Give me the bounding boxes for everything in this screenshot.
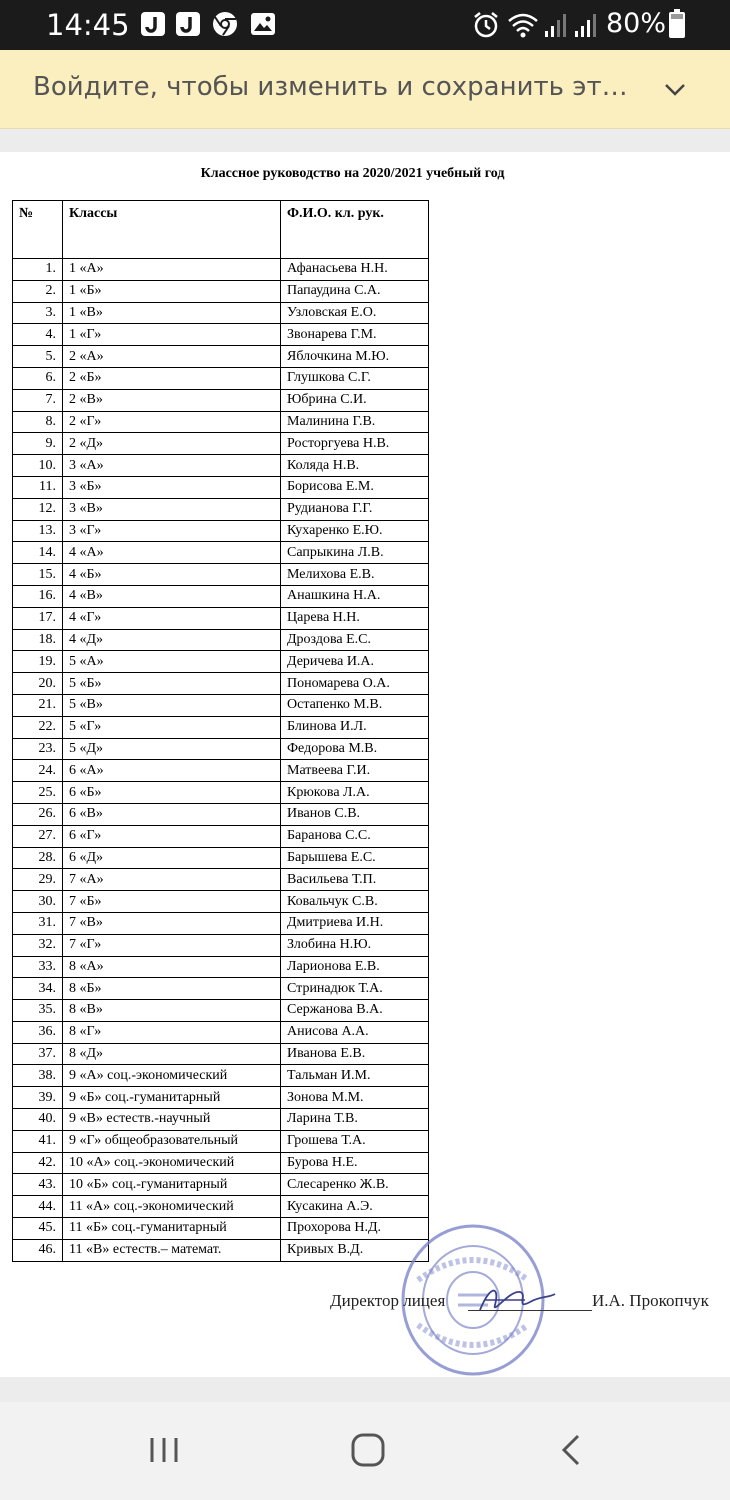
j-app-icon — [140, 11, 166, 37]
row-number: 46. — [13, 1239, 63, 1261]
class-name: 4 «А» — [63, 542, 281, 564]
table-header-row — [13, 201, 429, 259]
teacher-name: Бурова Н.Е. — [281, 1152, 429, 1174]
table-row — [13, 629, 429, 651]
class-name: 9 «Б» соц.-гуманитарный — [63, 1087, 281, 1109]
table-row — [13, 259, 429, 281]
alarm-icon — [472, 11, 500, 39]
row-number: 32. — [13, 934, 63, 956]
row-number: 26. — [13, 803, 63, 825]
teacher-name: Сержанова В.А. — [281, 1000, 429, 1022]
teacher-name: Деричева И.А. — [281, 651, 429, 673]
table-row — [13, 542, 429, 564]
row-number: 39. — [13, 1087, 63, 1109]
table-row — [13, 367, 429, 389]
class-name: 7 «Г» — [63, 934, 281, 956]
battery-icon — [668, 9, 686, 39]
table-row — [13, 782, 429, 804]
signal-icon — [573, 11, 599, 39]
teacher-name: Крюкова Л.А. — [281, 782, 429, 804]
table-row — [13, 346, 429, 368]
row-number: 16. — [13, 585, 63, 607]
handwritten-signature — [470, 1280, 560, 1320]
signal-icon — [543, 11, 569, 39]
row-number: 23. — [13, 738, 63, 760]
row-number: 33. — [13, 956, 63, 978]
row-number: 41. — [13, 1130, 63, 1152]
wifi-icon — [507, 11, 539, 39]
class-name: 1 «А» — [63, 259, 281, 281]
row-number: 27. — [13, 825, 63, 847]
class-name: 4 «Б» — [63, 564, 281, 586]
class-name: 5 «В» — [63, 694, 281, 716]
table-row — [13, 803, 429, 825]
teacher-name: Рудианова Г.Г. — [281, 498, 429, 520]
j-app-icon — [175, 11, 201, 37]
recent-apps-icon[interactable] — [144, 1430, 184, 1470]
row-number: 38. — [13, 1065, 63, 1087]
class-name: 2 «Б» — [63, 367, 281, 389]
battery-percent: 80% — [606, 8, 667, 39]
class-name: 1 «В» — [63, 302, 281, 324]
teacher-name: Росторгуева Н.В. — [281, 433, 429, 455]
table-row — [13, 1239, 429, 1261]
row-number: 2. — [13, 280, 63, 302]
table-row — [13, 978, 429, 1000]
table-row — [13, 433, 429, 455]
image-icon — [250, 11, 276, 37]
class-name: 4 «Д» — [63, 629, 281, 651]
class-name: 2 «В» — [63, 389, 281, 411]
table-row — [13, 1174, 429, 1196]
row-number: 37. — [13, 1043, 63, 1065]
teacher-name: Барышева Е.С. — [281, 847, 429, 869]
chrome-icon — [212, 11, 238, 37]
teacher-name: Звонарева Г.М. — [281, 324, 429, 346]
document-page — [0, 152, 730, 1377]
row-number: 5. — [13, 346, 63, 368]
row-number: 20. — [13, 673, 63, 695]
table-row — [13, 956, 429, 978]
table-row — [13, 1000, 429, 1022]
row-number: 12. — [13, 498, 63, 520]
row-number: 18. — [13, 629, 63, 651]
teacher-name: Малинина Г.В. — [281, 411, 429, 433]
row-number: 43. — [13, 1174, 63, 1196]
table-row — [13, 825, 429, 847]
row-number: 45. — [13, 1218, 63, 1240]
class-name: 2 «Г» — [63, 411, 281, 433]
row-number: 9. — [13, 433, 63, 455]
row-number: 15. — [13, 564, 63, 586]
table-row — [13, 912, 429, 934]
banner-text: Войдите, чтобы изменить и сохранить эт… — [33, 72, 628, 102]
teacher-name: Юбрина С.И. — [281, 389, 429, 411]
table-row — [13, 1152, 429, 1174]
row-number: 42. — [13, 1152, 63, 1174]
teacher-name: Анашкина Н.А. — [281, 585, 429, 607]
column-header-teacher: Ф.И.О. кл. рук. — [281, 201, 429, 259]
row-number: 14. — [13, 542, 63, 564]
row-number: 7. — [13, 389, 63, 411]
teacher-name: Стринадюк Т.А. — [281, 978, 429, 1000]
teacher-name: Ларина Т.В. — [281, 1109, 429, 1131]
class-teachers-table — [12, 200, 429, 1262]
teacher-name: Тальман И.М. — [281, 1065, 429, 1087]
teacher-name: Царева Н.Н. — [281, 607, 429, 629]
class-name: 4 «Г» — [63, 607, 281, 629]
class-name: 3 «Г» — [63, 520, 281, 542]
class-name: 9 «А» соц.-экономический — [63, 1065, 281, 1087]
teacher-name: Слесаренко Ж.В. — [281, 1174, 429, 1196]
row-number: 21. — [13, 694, 63, 716]
class-name: 6 «Г» — [63, 825, 281, 847]
status-bar — [0, 0, 730, 50]
teacher-name: Прохорова Н.Д. — [281, 1218, 429, 1240]
teacher-name: Кусакина А.Э. — [281, 1196, 429, 1218]
teacher-name: Коляда Н.В. — [281, 455, 429, 477]
class-name: 2 «Д» — [63, 433, 281, 455]
chevron-down-icon[interactable] — [662, 76, 688, 102]
class-name: 5 «А» — [63, 651, 281, 673]
table-row — [13, 498, 429, 520]
teacher-name: Папаудина С.А. — [281, 280, 429, 302]
class-name: 8 «Б» — [63, 978, 281, 1000]
row-number: 10. — [13, 455, 63, 477]
teacher-name: Матвеева Г.И. — [281, 760, 429, 782]
row-number: 3. — [13, 302, 63, 324]
director-name: И.А. Прокопчук — [592, 1291, 709, 1310]
class-name: 1 «Б» — [63, 280, 281, 302]
class-name: 7 «В» — [63, 912, 281, 934]
teacher-name: Злобина Н.Ю. — [281, 934, 429, 956]
column-header-number: № — [13, 201, 63, 259]
class-name: 7 «А» — [63, 869, 281, 891]
class-name: 1 «Г» — [63, 324, 281, 346]
teacher-name: Грошева Т.А. — [281, 1130, 429, 1152]
class-name: 3 «Б» — [63, 476, 281, 498]
table-row — [13, 1109, 429, 1131]
table-row — [13, 302, 429, 324]
class-name: 5 «Д» — [63, 738, 281, 760]
sign-in-banner[interactable] — [0, 50, 730, 129]
teacher-name: Зонова М.М. — [281, 1087, 429, 1109]
table-row — [13, 1130, 429, 1152]
row-number: 19. — [13, 651, 63, 673]
row-number: 29. — [13, 869, 63, 891]
row-number: 8. — [13, 411, 63, 433]
teacher-name: Яблочкина М.Ю. — [281, 346, 429, 368]
table-row — [13, 1043, 429, 1065]
class-name: 6 «Д» — [63, 847, 281, 869]
teacher-name: Остапенко М.В. — [281, 694, 429, 716]
row-number: 22. — [13, 716, 63, 738]
table-row — [13, 738, 429, 760]
document-title: Классное руководство на 2020/2021 учебный год — [200, 166, 505, 181]
row-number: 30. — [13, 891, 63, 913]
class-name: 11 «Б» соц.-гуманитарный — [63, 1218, 281, 1240]
row-number: 4. — [13, 324, 63, 346]
teacher-name: Блинова И.Л. — [281, 716, 429, 738]
home-icon[interactable] — [348, 1430, 388, 1470]
class-name: 8 «А» — [63, 956, 281, 978]
table-row — [13, 455, 429, 477]
class-name: 5 «Г» — [63, 716, 281, 738]
table-row — [13, 280, 429, 302]
class-name: 6 «В» — [63, 803, 281, 825]
table-row — [13, 847, 429, 869]
table-row — [13, 891, 429, 913]
teacher-name: Кривых В.Д. — [281, 1239, 429, 1261]
teacher-name: Узловская Е.О. — [281, 302, 429, 324]
class-name: 2 «А» — [63, 346, 281, 368]
teacher-name: Глушкова С.Г. — [281, 367, 429, 389]
table-row — [13, 673, 429, 695]
row-number: 11. — [13, 476, 63, 498]
class-name: 8 «Д» — [63, 1043, 281, 1065]
table-row — [13, 1087, 429, 1109]
teacher-name: Дроздова Е.С. — [281, 629, 429, 651]
clock: 14:45 — [46, 8, 130, 42]
class-name: 10 «Б» соц.-гуманитарный — [63, 1174, 281, 1196]
table-row — [13, 694, 429, 716]
table-row — [13, 1021, 429, 1043]
class-name: 6 «Б» — [63, 782, 281, 804]
class-name: 3 «В» — [63, 498, 281, 520]
teacher-name: Ларионова Е.В. — [281, 956, 429, 978]
table-row — [13, 411, 429, 433]
teacher-name: Борисова Е.М. — [281, 476, 429, 498]
teacher-name: Пономарева О.А. — [281, 673, 429, 695]
row-number: 13. — [13, 520, 63, 542]
table-row — [13, 760, 429, 782]
row-number: 24. — [13, 760, 63, 782]
class-name: 4 «В» — [63, 585, 281, 607]
row-number: 17. — [13, 607, 63, 629]
class-name: 3 «А» — [63, 455, 281, 477]
teacher-name: Афанасьева Н.Н. — [281, 259, 429, 281]
teacher-name: Мелихова Е.В. — [281, 564, 429, 586]
table-row — [13, 564, 429, 586]
class-name: 9 «Г» общеобразовательный — [63, 1130, 281, 1152]
table-row — [13, 934, 429, 956]
row-number: 36. — [13, 1021, 63, 1043]
table-row — [13, 585, 429, 607]
class-name: 11 «А» соц.-экономический — [63, 1196, 281, 1218]
table-row — [13, 869, 429, 891]
class-name: 6 «А» — [63, 760, 281, 782]
row-number: 1. — [13, 259, 63, 281]
class-name: 8 «В» — [63, 1000, 281, 1022]
class-name: 9 «В» естеств.-научный — [63, 1109, 281, 1131]
signature-label: Директор лицея — [330, 1291, 446, 1310]
teacher-name: Иванова Е.В. — [281, 1043, 429, 1065]
row-number: 44. — [13, 1196, 63, 1218]
teacher-name: Васильева Т.П. — [281, 869, 429, 891]
table-row — [13, 389, 429, 411]
class-name: 5 «Б» — [63, 673, 281, 695]
row-number: 28. — [13, 847, 63, 869]
table-row — [13, 324, 429, 346]
class-name: 10 «А» соц.-экономический — [63, 1152, 281, 1174]
teacher-name: Кухаренко Е.Ю. — [281, 520, 429, 542]
table-row — [13, 1196, 429, 1218]
column-header-class: Классы — [63, 201, 281, 259]
teacher-name: Анисова А.А. — [281, 1021, 429, 1043]
class-name: 11 «В» естеств.– математ. — [63, 1239, 281, 1261]
back-icon[interactable] — [552, 1430, 592, 1470]
class-name: 8 «Г» — [63, 1021, 281, 1043]
table-row — [13, 1218, 429, 1240]
table-row — [13, 607, 429, 629]
row-number: 34. — [13, 978, 63, 1000]
teacher-name: Баранова С.С. — [281, 825, 429, 847]
table-row — [13, 1065, 429, 1087]
table-row — [13, 476, 429, 498]
table-row — [13, 716, 429, 738]
teacher-name: Сапрыкина Л.В. — [281, 542, 429, 564]
row-number: 35. — [13, 1000, 63, 1022]
teacher-name: Федорова М.В. — [281, 738, 429, 760]
table-row — [13, 520, 429, 542]
row-number: 31. — [13, 912, 63, 934]
teacher-name: Ковальчук С.В. — [281, 891, 429, 913]
navigation-bar — [0, 1402, 730, 1500]
row-number: 40. — [13, 1109, 63, 1131]
teacher-name: Иванов С.В. — [281, 803, 429, 825]
table-row — [13, 651, 429, 673]
row-number: 25. — [13, 782, 63, 804]
row-number: 6. — [13, 367, 63, 389]
class-name: 7 «Б» — [63, 891, 281, 913]
teacher-name: Дмитриева И.Н. — [281, 912, 429, 934]
